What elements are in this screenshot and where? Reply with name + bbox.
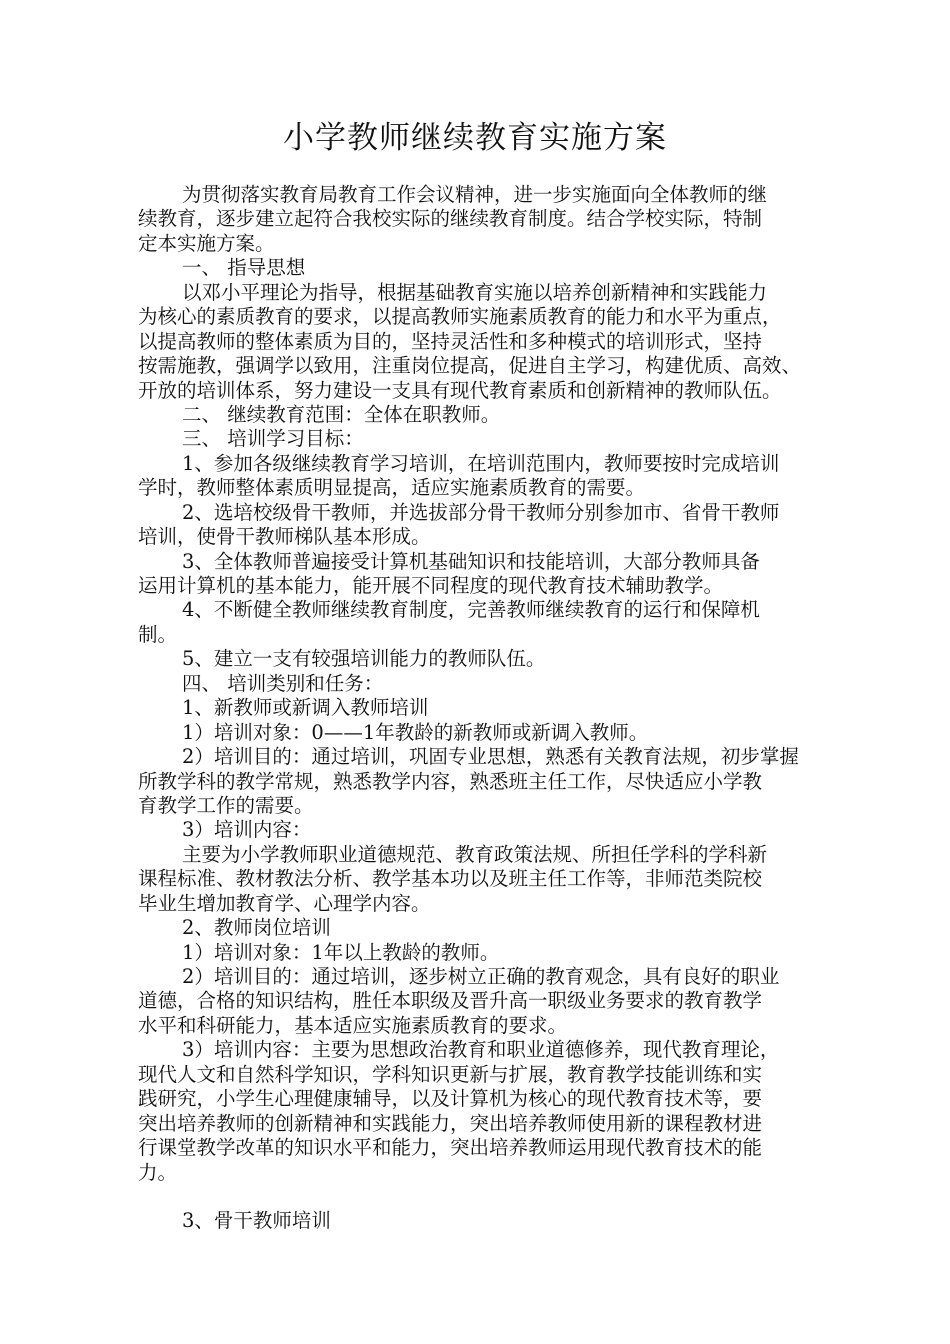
text-line: 课程标准、教材教法分析、教学基本功以及班主任工作等，非师范类院校 xyxy=(138,867,763,891)
text-line: 3）培训内容：主要为思想政治教育和职业道德修养，现代教育理论， xyxy=(182,1038,780,1062)
text-line: 3、骨干教师培训 xyxy=(182,1209,331,1233)
text-line: 2、选培校级骨干教师，并选拔部分骨干教师分别参加市、省骨干教师 xyxy=(182,500,780,524)
text-line: 开放的培训体系，努力建设一支具有现代教育素质和创新精神的教师队伍。 xyxy=(138,378,782,402)
document-body xyxy=(138,183,838,1234)
text-line: 主要为小学教师职业道德规范、教育政策法规、所担任学科的学科新 xyxy=(182,842,768,866)
text-line xyxy=(138,1185,838,1209)
text-line: 5、建立一支有较强培训能力的教师队伍。 xyxy=(182,647,546,671)
text-line: 水平和科研能力，基本适应实施素质教育的要求。 xyxy=(138,1013,568,1037)
text-line: 育教学工作的需要。 xyxy=(138,793,314,817)
document-title: 小学教师继续教育实施方案 xyxy=(283,120,667,156)
text-line: 突出培养教师的创新精神和实践能力，突出培养教师使用新的课程教材进 xyxy=(138,1111,763,1135)
text-line: 1、参加各级继续教育学习培训，在培训范围内，教师要按时完成培训 xyxy=(182,451,780,475)
text-line: 定本实施方案。 xyxy=(138,231,275,255)
text-line: 培训，使骨干教师梯队基本形成。 xyxy=(138,525,431,549)
text-line: 所教学科的教学常规，熟悉教学内容，熟悉班主任工作，尽快适应小学教 xyxy=(138,769,763,793)
text-line: 4、不断健全教师继续教育制度，完善教师继续教育的运行和保障机 xyxy=(182,598,760,622)
text-line: 按需施教，强调学以致用，注重岗位提高，促进自主学习，构建优质、高效、 xyxy=(138,354,802,378)
text-line: 1）培训对象：0——1年教龄的新教师或新调入教师。 xyxy=(182,720,649,744)
text-line: 2、教师岗位培训 xyxy=(182,916,331,940)
text-line: 2）培训目的：通过培训，逐步树立正确的教育观念，具有良好的职业 xyxy=(182,965,780,988)
text-line: 一、 指导思想 xyxy=(182,256,306,280)
text-line: 以邓小平理论为指导，根据基础教育实施以培养创新精神和实践能力 xyxy=(182,280,768,304)
text-line: 三、 培训学习目标： xyxy=(182,427,364,451)
text-line: 3）培训内容： xyxy=(182,818,312,842)
text-line: 为贯彻落实教育局教育工作会议精神，进一步实施面向全体教师的继 xyxy=(182,183,768,206)
text-line: 力。 xyxy=(138,1160,178,1184)
text-line: 为核心的素质教育的要求，以提高教师实施素质教育的能力和水平为重点， xyxy=(138,305,782,329)
text-line: 续教育，逐步建立起符合我校实际的继续教育制度。结合学校实际，特制 xyxy=(138,207,763,231)
text-line: 2）培训目的：通过培训，巩固专业思想，熟悉有关教育法规，初步掌握 xyxy=(182,745,799,769)
text-line: 现代人文和自然科学知识，学科知识更新与扩展，教育教学技能训练和实 xyxy=(138,1062,763,1086)
text-line: 3、全体教师普遍接受计算机基础知识和技能培训，大部分教师具备 xyxy=(182,549,760,573)
text-line: 行课堂教学改革的知识水平和能力，突出培养教师运用现代教育技术的能 xyxy=(138,1136,763,1160)
text-line: 学时，教师整体素质明显提高，适应实施素质教育的需要。 xyxy=(138,476,646,500)
text-line: 制。 xyxy=(138,622,178,646)
text-line: 1）培训对象：1年以上教龄的教师。 xyxy=(182,940,500,964)
text-line: 四、 培训类别和任务： xyxy=(182,671,384,695)
text-line: 1、新教师或新调入教师培训 xyxy=(182,696,429,720)
text-line: 毕业生增加教育学、心理学内容。 xyxy=(138,891,431,915)
text-line: 践研究，小学生心理健康辅导，以及计算机为核心的现代教育技术等，要 xyxy=(138,1087,763,1111)
text-line: 以提高教师的整体素质为目的，坚持灵活性和多种模式的培训形式，坚持 xyxy=(138,329,763,353)
text-line: 二、 继续教育范围：全体在职教师。 xyxy=(182,402,501,426)
text-line: 道德，合格的知识结构，胜任本职级及晋升高一职级业务要求的教育教学 xyxy=(138,989,763,1013)
text-line: 运用计算机的基本能力，能开展不同程度的现代教育技术辅助教学。 xyxy=(138,574,724,597)
